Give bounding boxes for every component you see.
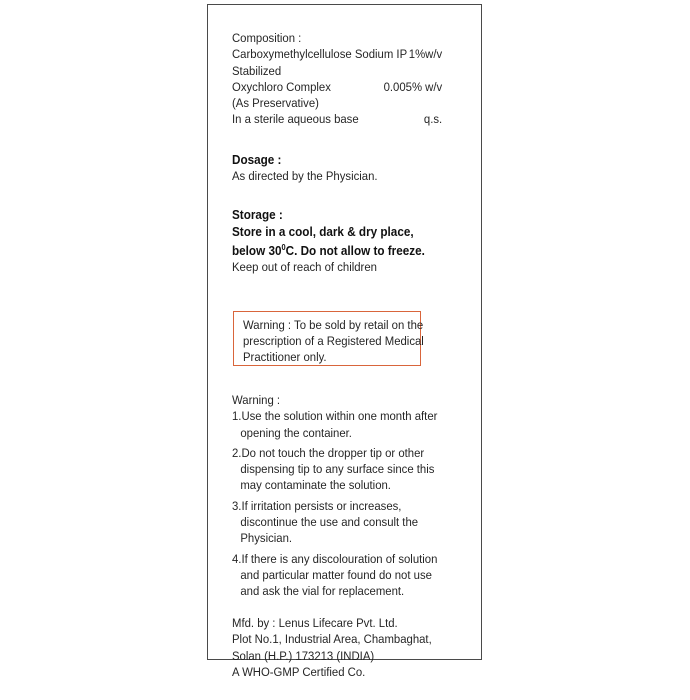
rx-warning-line-3: Practitioner only.	[243, 350, 327, 364]
manufacturer-line-2: Plot No.1, Industrial Area, Chambaghat,	[232, 632, 432, 647]
rx-warning-line-2: prescription of a Registered Medical	[243, 334, 424, 348]
warning-item-4-line-3: and ask the vial for replacement.	[240, 584, 405, 599]
warning-item-3	[232, 498, 437, 547]
storage-line-1: Store in a cool, dark & dry place,	[232, 224, 414, 239]
manufacturer-info	[232, 615, 432, 680]
manufacturer-line-1: Mfd. by : Lenus Lifecare Pvt. Ltd.	[232, 616, 398, 630]
composition-row-oxychloro	[232, 79, 442, 95]
oxychloro-amount: 0.005% w/v	[383, 79, 443, 94]
warning-item-1-line-1: 1.Use the solution within one month after	[232, 409, 438, 424]
warning-item-4-line-1: 4.If there is any discolouration of solution	[232, 551, 438, 566]
warning-item-2	[232, 445, 437, 494]
warning-item-4	[232, 551, 437, 600]
label-panel	[207, 4, 482, 679]
composition-row-cmc	[232, 46, 442, 62]
warnings-heading: Warning :	[232, 393, 281, 407]
warning-item-2-line-2: dispensing tip to any surface since this	[240, 462, 435, 477]
dosage-text: As directed by the Physician.	[232, 169, 378, 184]
warning-item-3-line-2: discontinue the use and consult the	[240, 515, 419, 530]
warning-item-4-line-2: and particular matter found do not use	[240, 567, 432, 582]
degree-superscript: 0	[281, 242, 286, 252]
storage-line-2	[232, 240, 429, 259]
base-name: In a sterile aqueous base	[232, 112, 359, 127]
storage-line-2-pre: below 30	[232, 244, 282, 259]
manufacturer-line-3: Solan (H.P.) 173213 (INDIA)	[232, 648, 375, 663]
preservative-text: (As Preservative)	[232, 96, 319, 111]
cmc-amount: 1%w/v	[408, 47, 443, 62]
cmc-name: Carboxymethylcellulose Sodium IP	[232, 47, 408, 62]
base-amount: q.s.	[423, 112, 443, 127]
warning-item-1	[232, 408, 437, 441]
label-content	[232, 30, 443, 276]
manufacturer-line-4: A WHO-GMP Certified Co.	[232, 664, 366, 679]
warning-item-1-line-2: opening the container.	[240, 425, 352, 440]
storage-heading: Storage :	[232, 208, 283, 223]
stabilized-text: Stabilized	[232, 63, 282, 78]
oxychloro-name: Oxychloro Complex	[232, 79, 331, 94]
storage-line-3: Keep out of reach of children	[232, 260, 377, 275]
warning-item-2-line-1: 2.Do not touch the dropper tip or other	[232, 445, 425, 460]
warning-item-3-line-3: Physician.	[240, 531, 293, 546]
rx-warning-box	[233, 311, 424, 366]
warning-item-3-line-1: 3.If irritation persists or increases,	[232, 498, 402, 513]
storage-line-2-post: C. Do not allow to freeze.	[285, 244, 425, 259]
composition-row-base	[232, 111, 442, 127]
warning-item-2-line-3: may contaminate the solution.	[240, 478, 391, 493]
dosage-heading: Dosage :	[232, 152, 282, 167]
warnings-section	[232, 392, 437, 600]
rx-warning-line-1: Warning : To be sold by retail on the	[243, 318, 424, 332]
composition-heading: Composition :	[232, 31, 302, 45]
